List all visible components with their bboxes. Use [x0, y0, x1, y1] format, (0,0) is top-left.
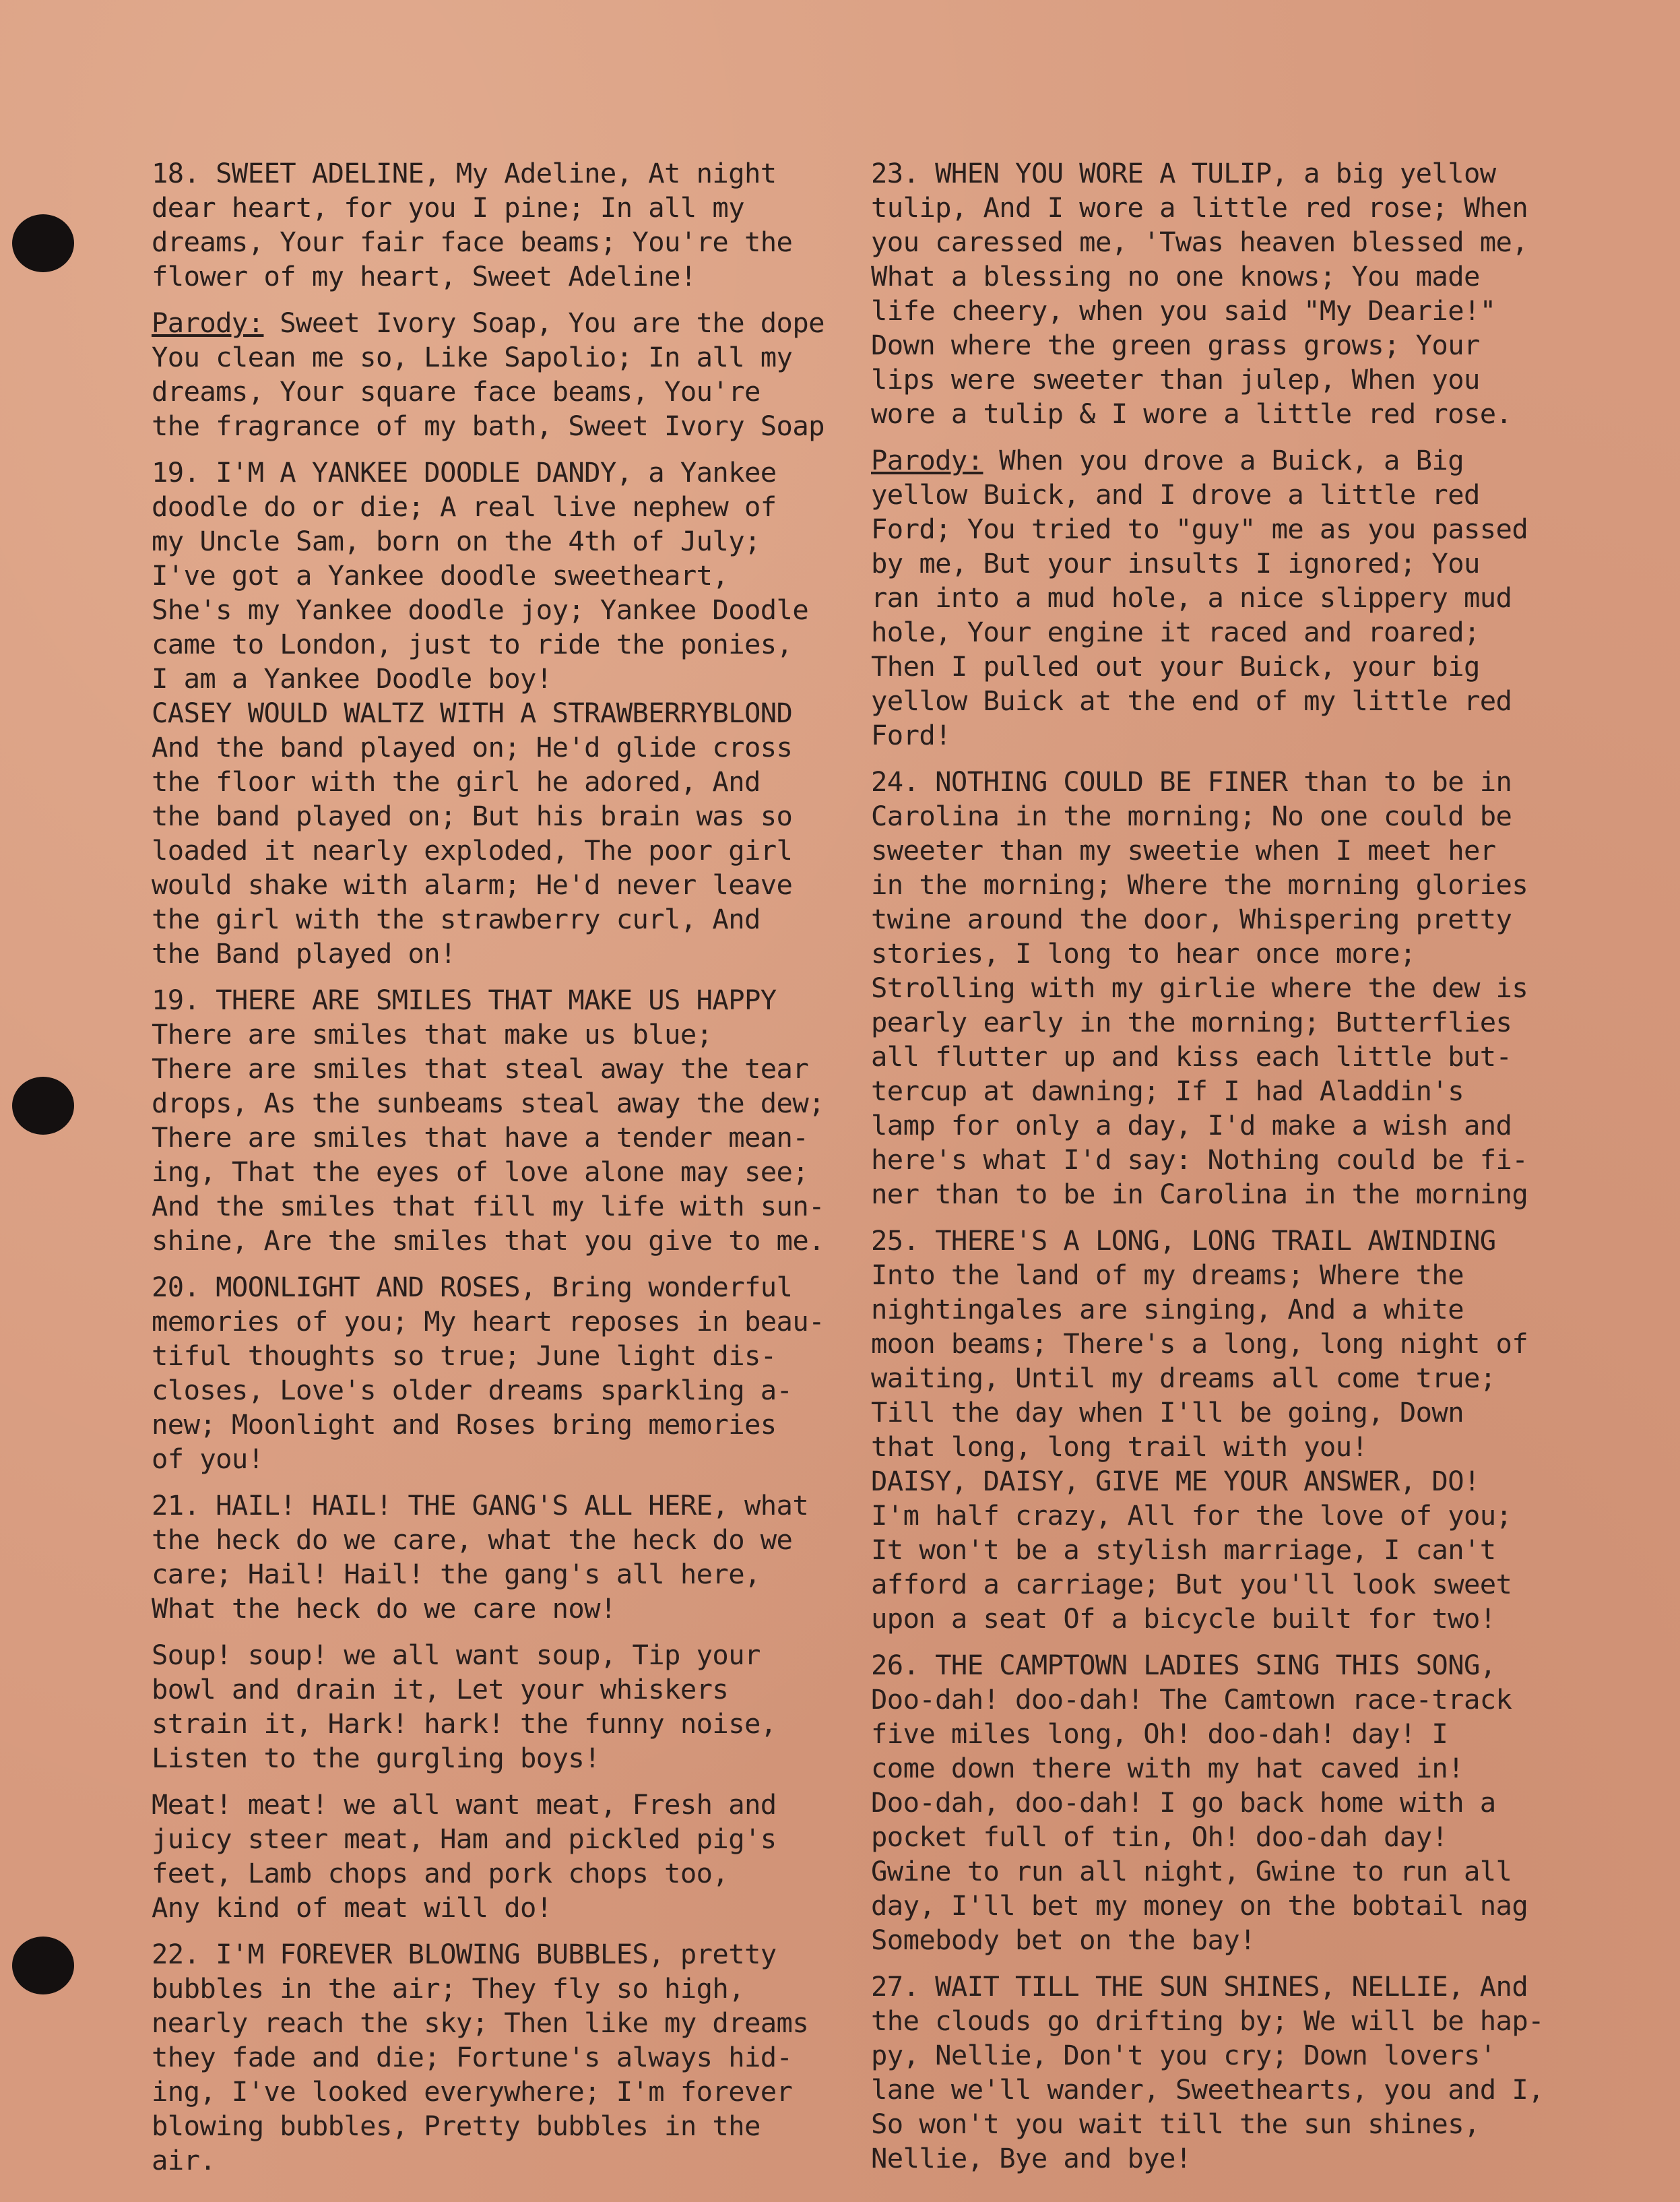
song-entry-23	[871, 156, 1585, 431]
song-entry-20	[152, 1270, 866, 1476]
song-line: the girl with the strawberry curl, And	[152, 903, 761, 935]
song-line: CASEY WOULD WALTZ WITH A STRAWBERRYBLOND	[152, 697, 793, 729]
song-line: There are smiles that have a tender mean-	[152, 1121, 809, 1154]
song-line: Soup! soup! we all want soup, Tip your	[152, 1639, 761, 1671]
song-line: Down where the green grass grows; Your	[871, 329, 1480, 361]
song-line: drops, As the sunbeams steal away the dew;	[152, 1087, 825, 1119]
song-line: So won't you wait till the sun shines,	[871, 2108, 1480, 2140]
song-line: waiting, Until my dreams all come true;	[871, 1362, 1496, 1394]
song-line: Any kind of meat will do!	[152, 1891, 552, 1924]
song-line: the clouds go drifting by; We will be hap-	[871, 2005, 1544, 2037]
song-line: py, Nellie, Don't you cry; Down lovers'	[871, 2039, 1496, 2071]
song-line: Ford; You tried to "guy" me as you passed	[871, 513, 1528, 545]
song-line: Strolling with my girlie where the dew is	[871, 972, 1528, 1004]
song-line: bubbles in the air; They fly so high,	[152, 1972, 744, 2005]
song-line: tulip, And I wore a little red rose; When	[871, 191, 1528, 224]
song-line: the Band played on!	[152, 937, 456, 970]
song-line: you caressed me, 'Twas heaven blessed me,	[871, 226, 1528, 258]
song-line: feet, Lamb chops and pork chops too,	[152, 1857, 729, 1889]
song-line: I'm half crazy, All for the love of you;	[871, 1499, 1512, 1532]
song-line: Meat! meat! we all want meat, Fresh and	[152, 1788, 777, 1821]
song-line: of you!	[152, 1443, 264, 1475]
parody-first-line: Sweet Ivory Soap, You are the dope	[263, 307, 825, 339]
song-line: nearly reach the sky; Then like my dreams	[152, 2007, 809, 2039]
parody-label: Parody:	[152, 307, 264, 339]
song-line: pocket full of tin, Oh! doo-dah day!	[871, 1821, 1448, 1853]
song-line: five miles long, Oh! doo-dah! day! I	[871, 1718, 1448, 1750]
song-entry-23-parody	[871, 443, 1585, 753]
song-line: tiful thoughts so true; June light dis-	[152, 1340, 777, 1372]
song-entry-26	[871, 1648, 1585, 1957]
song-entry-19a	[152, 455, 866, 971]
song-line: Somebody bet on the bay!	[871, 1924, 1256, 1956]
song-entry-18-parody	[152, 306, 866, 443]
song-line: Carolina in the morning; No one could be	[871, 800, 1512, 832]
song-entry-19b	[152, 983, 866, 1258]
song-line: 24. NOTHING COULD BE FINER than to be in	[871, 765, 1512, 798]
song-line: Doo-dah, doo-dah! I go back home with a	[871, 1786, 1496, 1819]
song-line: Ford!	[871, 719, 951, 751]
song-line: they fade and die; Fortune's always hid-	[152, 2041, 793, 2073]
song-line: 27. WAIT TILL THE SUN SHINES, NELLIE, And	[871, 1970, 1528, 2003]
song-line: care; Hail! Hail! the gang's all here,	[152, 1558, 761, 1590]
song-line: day, I'll bet my money on the bobtail nag	[871, 1889, 1528, 1922]
song-line: DAISY, DAISY, GIVE ME YOUR ANSWER, DO!	[871, 1465, 1480, 1497]
song-line: wore a tulip & I wore a little red rose.	[871, 398, 1512, 430]
song-line: tercup at dawning; If I had Aladdin's	[871, 1075, 1464, 1107]
song-line: that long, long trail with you!	[871, 1430, 1368, 1463]
song-entry-21-soup	[152, 1638, 866, 1775]
song-line: Doo-dah! doo-dah! The Camtown race-track	[871, 1683, 1512, 1716]
song-line: yellow Buick at the end of my little red	[871, 685, 1512, 717]
song-line: bowl and drain it, Let your whiskers	[152, 1673, 729, 1705]
song-line: What a blessing no one knows; You made	[871, 260, 1480, 292]
left-column	[152, 156, 866, 2190]
right-column	[871, 156, 1585, 2188]
song-line: yellow Buick, and I drove a little red	[871, 478, 1480, 511]
song-line: She's my Yankee doodle joy; Yankee Doodle	[152, 594, 809, 626]
parody-label: Parody:	[871, 444, 983, 476]
song-entry-24	[871, 765, 1585, 1212]
song-line: stories, I long to hear once more;	[871, 937, 1416, 970]
song-line: pearly early in the morning; Butterflies	[871, 1006, 1512, 1038]
song-line: the band played on; But his brain was so	[152, 800, 793, 832]
song-line: And the band played on; He'd glide cross	[152, 731, 793, 763]
song-line: by me, But your insults I ignored; You	[871, 547, 1480, 579]
song-line: came to London, just to ride the ponies,	[152, 628, 793, 660]
song-line: shine, Are the smiles that you give to me.	[152, 1224, 825, 1257]
song-line: 19. I'M A YANKEE DOODLE DANDY, a Yankee	[152, 456, 777, 489]
song-line: sweeter than my sweetie when I meet her	[871, 834, 1496, 867]
song-line: 23. WHEN YOU WORE A TULIP, a big yellow	[871, 157, 1496, 189]
song-entry-21-meat	[152, 1788, 866, 1925]
song-line: the fragrance of my bath, Sweet Ivory Soap	[152, 410, 825, 442]
song-line: I've got a Yankee doodle sweetheart,	[152, 559, 729, 592]
song-line: 20. MOONLIGHT AND ROSES, Bring wonderful	[152, 1271, 793, 1303]
song-line: dear heart, for you I pine; In all my	[152, 191, 744, 224]
song-line: 25. THERE'S A LONG, LONG TRAIL AWINDING	[871, 1224, 1496, 1257]
song-line: I am a Yankee Doodle boy!	[152, 662, 552, 695]
song-line: lips were sweeter than julep, When you	[871, 363, 1480, 396]
song-line: It won't be a stylish marriage, I can't	[871, 1534, 1496, 1566]
song-line: ing, I've looked everywhere; I'm forever	[152, 2075, 793, 2108]
song-line: the floor with the girl he adored, And	[152, 765, 761, 798]
song-line: air.	[152, 2144, 216, 2176]
song-entry-27	[871, 1970, 1585, 2176]
song-line: doodle do or die; A real live nephew of	[152, 491, 777, 523]
song-line: You clean me so, Like Sapolio; In all my	[152, 341, 793, 373]
song-entry-18	[152, 156, 866, 294]
song-line: twine around the door, Whispering pretty	[871, 903, 1512, 935]
song-line: 18. SWEET ADELINE, My Adeline, At night	[152, 157, 777, 189]
song-entry-21	[152, 1488, 866, 1626]
song-line: new; Moonlight and Roses bring memories	[152, 1408, 777, 1441]
song-line: in the morning; Where the morning glories	[871, 869, 1528, 901]
punch-hole-bottom	[12, 1937, 74, 1994]
song-line: Into the land of my dreams; Where the	[871, 1259, 1464, 1291]
song-line	[871, 443, 1585, 478]
song-line: afford a carriage; But you'll look sweet	[871, 1568, 1512, 1600]
song-line: upon a seat Of a bicycle built for two!	[871, 1602, 1496, 1635]
song-line: blowing bubbles, Pretty bubbles in the	[152, 2110, 761, 2142]
song-line: nightingales are singing, And a white	[871, 1293, 1464, 1325]
song-entry-25	[871, 1224, 1585, 1636]
song-line: hole, Your engine it raced and roared;	[871, 616, 1480, 648]
song-line	[152, 306, 866, 340]
punch-hole-top	[12, 214, 74, 272]
song-line: would shake with alarm; He'd never leave	[152, 869, 793, 901]
song-line: Nellie, Bye and bye!	[871, 2142, 1192, 2174]
song-line: Listen to the gurgling boys!	[152, 1742, 600, 1774]
song-line: ing, That the eyes of love alone may see;	[152, 1156, 809, 1188]
song-line: What the heck do we care now!	[152, 1592, 616, 1625]
song-line: loaded it nearly exploded, The poor girl	[152, 834, 793, 867]
song-line: flower of my heart, Sweet Adeline!	[152, 260, 697, 292]
song-line: all flutter up and kiss each little but-	[871, 1040, 1512, 1073]
song-line: There are smiles that steal away the tear	[152, 1052, 809, 1085]
song-line: closes, Love's older dreams sparkling a-	[152, 1374, 793, 1406]
song-line: dreams, Your fair face beams; You're the	[152, 226, 793, 258]
song-line: 22. I'M FOREVER BLOWING BUBBLES, pretty	[152, 1938, 777, 1970]
song-line: life cheery, when you said "My Dearie!"	[871, 294, 1496, 327]
song-line: here's what I'd say: Nothing could be fi-	[871, 1143, 1528, 1176]
song-line: 26. THE CAMPTOWN LADIES SING THIS SONG,	[871, 1649, 1496, 1681]
song-line: Till the day when I'll be going, Down	[871, 1396, 1464, 1428]
song-line: juicy steer meat, Ham and pickled pig's	[152, 1823, 777, 1855]
song-line: come down there with my hat caved in!	[871, 1752, 1464, 1784]
song-line: lamp for only a day, I'd make a wish and	[871, 1109, 1512, 1141]
song-line: Then I pulled out your Buick, your big	[871, 650, 1480, 683]
parody-first-line: When you drove a Buick, a Big	[983, 444, 1464, 476]
song-line: lane we'll wander, Sweethearts, you and I,	[871, 2073, 1544, 2106]
song-line: dreams, Your square face beams, You're	[152, 375, 761, 408]
song-line: 19. THERE ARE SMILES THAT MAKE US HAPPY	[152, 984, 777, 1016]
song-line: my Uncle Sam, born on the 4th of July;	[152, 525, 761, 557]
song-line: And the smiles that fill my life with sun-	[152, 1190, 825, 1222]
song-line: 21. HAIL! HAIL! THE GANG'S ALL HERE, what	[152, 1489, 809, 1521]
song-line: the heck do we care, what the heck do we	[152, 1523, 793, 1556]
song-line: ner than to be in Carolina in the morning	[871, 1178, 1528, 1210]
song-line: strain it, Hark! hark! the funny noise,	[152, 1707, 777, 1740]
song-line: There are smiles that make us blue;	[152, 1018, 713, 1050]
song-line: moon beams; There's a long, long night of	[871, 1327, 1528, 1360]
song-line: ran into a mud hole, a nice slippery mud	[871, 581, 1512, 614]
punch-hole-middle	[12, 1077, 74, 1135]
song-line: Gwine to run all night, Gwine to run all	[871, 1855, 1512, 1887]
song-line: memories of you; My heart reposes in beau-	[152, 1305, 825, 1338]
song-entry-22	[152, 1937, 866, 2178]
